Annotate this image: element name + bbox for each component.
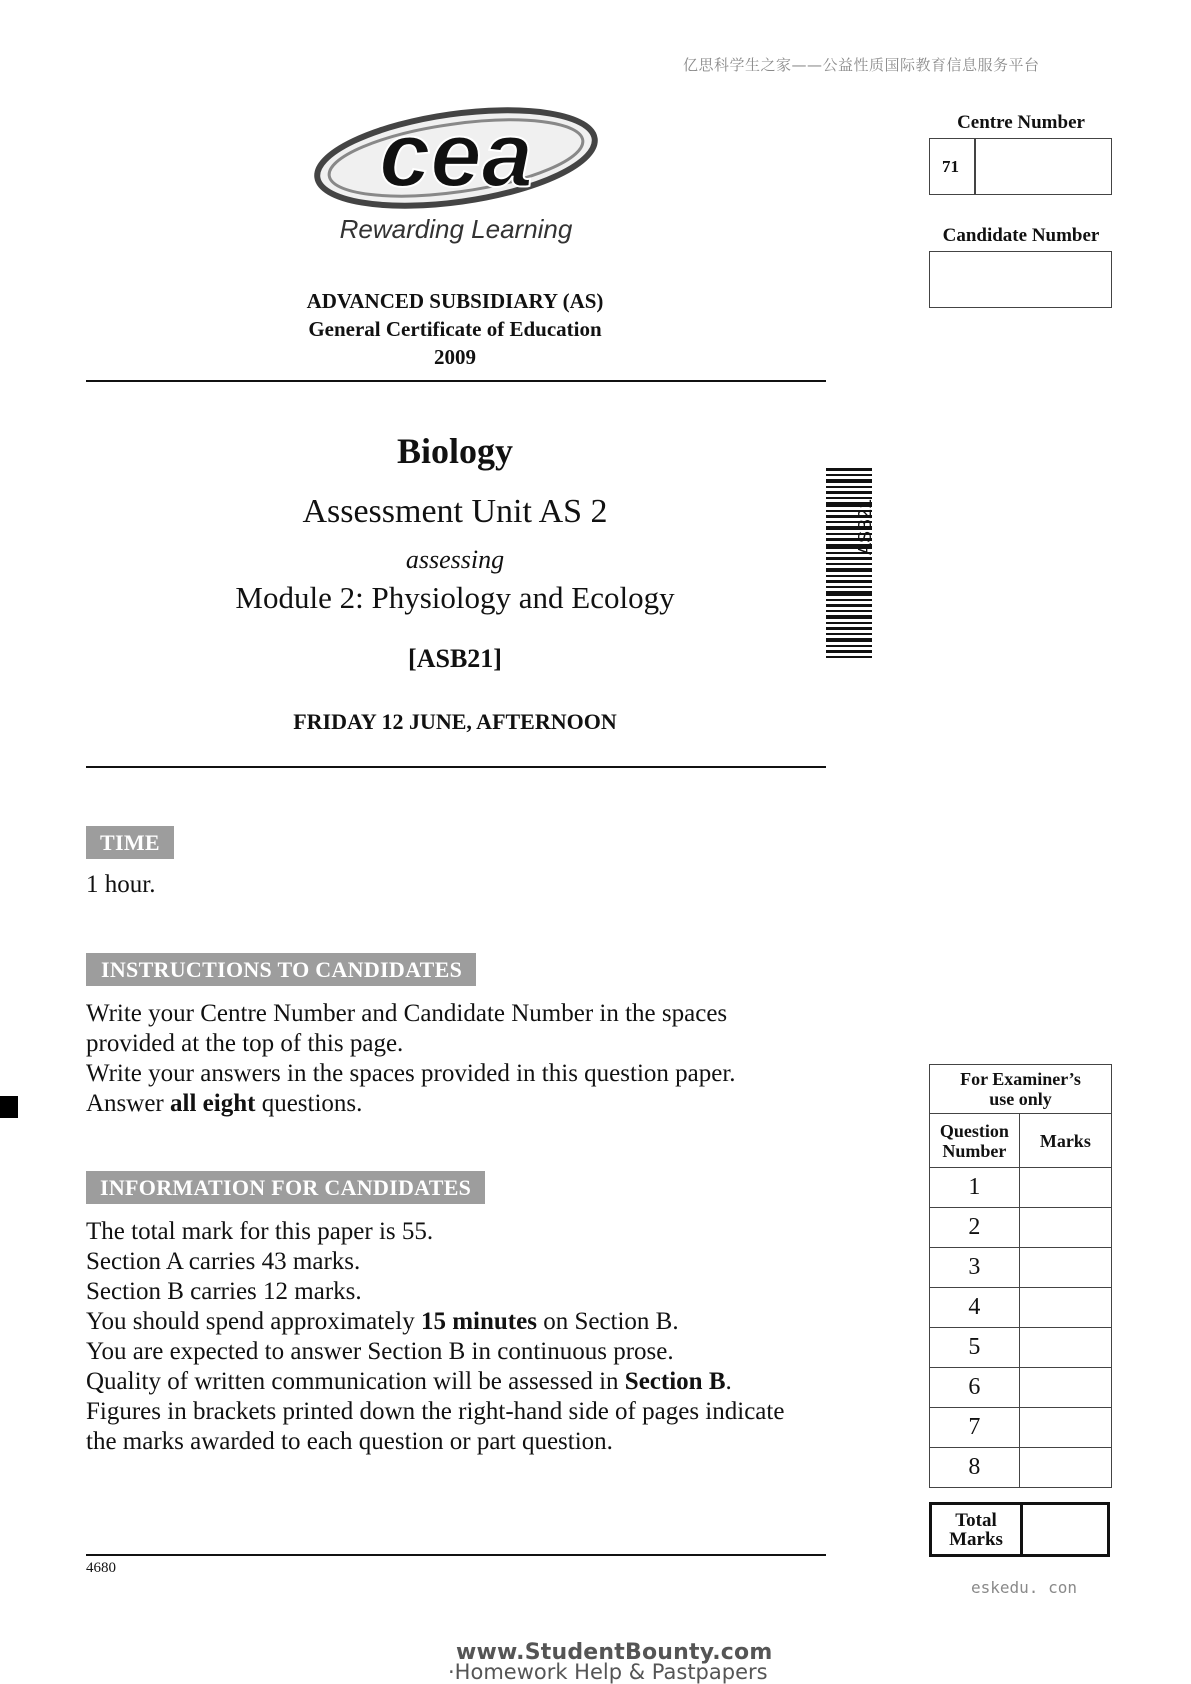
question-number-header	[930, 1114, 1020, 1168]
information-line: The total mark for this paper is 55.	[86, 1218, 434, 1245]
column-header-line: Question	[939, 1120, 1009, 1141]
information-text	[86, 1217, 784, 1457]
marks-cell[interactable]	[1019, 1248, 1111, 1288]
candidate-number-field[interactable]	[929, 251, 1112, 308]
total-marks-divider	[1020, 1505, 1023, 1554]
table-row	[930, 1248, 1112, 1288]
marks-cell[interactable]	[1019, 1408, 1111, 1448]
studentbounty-tagline: ·Homework Help & Pastpapers	[448, 1660, 768, 1684]
information-emphasis: 15 minutes	[420, 1308, 537, 1335]
barcode-bars	[826, 468, 872, 660]
qualification-title: ADVANCED SUBSIDIARY (AS)	[306, 289, 604, 313]
question-number-cell: 3	[930, 1248, 1020, 1288]
bottom-watermark: eskedu. con	[971, 1578, 1077, 1597]
cea-logo-mark	[306, 106, 602, 216]
information-line: Section B carries 12 marks.	[86, 1278, 362, 1305]
studentbounty-link[interactable]: www.StudentBounty.com	[456, 1640, 773, 1665]
information-text: You should spend approximately	[86, 1308, 421, 1335]
instruction-line: provided at the top of this page.	[86, 1030, 404, 1057]
information-heading: INFORMATION FOR CANDIDATES	[86, 1171, 485, 1204]
instructions-text	[86, 999, 736, 1119]
table-row	[930, 1448, 1112, 1488]
instruction-text: questions.	[255, 1090, 363, 1117]
information-text: Quality of written communication will be assessed in	[86, 1368, 625, 1395]
total-marks-label	[932, 1511, 1020, 1549]
marks-cell[interactable]	[1019, 1288, 1111, 1328]
marks-cell[interactable]	[1019, 1208, 1111, 1248]
barcode	[826, 468, 872, 660]
information-text: .	[725, 1368, 732, 1395]
footer-rule	[86, 1554, 826, 1556]
information-text: on Section B.	[536, 1308, 679, 1335]
assessing-label: assessing	[405, 545, 505, 574]
instruction-line: Write your answers in the spaces provided in this question paper.	[86, 1060, 736, 1087]
time-value: 1 hour.	[86, 871, 156, 898]
module-title: Module 2: Physiology and Ecology	[235, 580, 675, 615]
centre-number-divider	[974, 139, 976, 194]
examiner-title-line: For Examiner’s	[960, 1069, 1081, 1089]
certificate-title: General Certificate of Education	[308, 317, 602, 341]
candidate-number-label: Candidate Number	[942, 225, 1100, 246]
marks-header: Marks	[1019, 1114, 1111, 1168]
examiner-title-line: use only	[989, 1089, 1052, 1109]
subject-title: Biology	[396, 431, 513, 471]
information-emphasis: Section B	[624, 1368, 726, 1395]
total-marks-box[interactable]	[929, 1502, 1110, 1557]
table-row	[930, 1288, 1112, 1328]
barcode-label: ASB21	[855, 498, 875, 555]
assessment-unit: Assessment Unit AS 2	[302, 493, 608, 530]
information-line	[86, 1367, 784, 1397]
table-row	[930, 1408, 1112, 1448]
examiner-marks-table	[929, 1064, 1112, 1488]
centre-number-label: Centre Number	[957, 112, 1085, 133]
question-number-cell: 7	[930, 1408, 1020, 1448]
marks-cell[interactable]	[1019, 1368, 1111, 1408]
logo-tagline: Rewarding Learning	[339, 214, 573, 244]
exam-year: 2009	[434, 345, 476, 369]
question-number-cell: 8	[930, 1448, 1020, 1488]
table-row	[930, 1208, 1112, 1248]
centre-number-prefix: 71	[942, 157, 959, 176]
table-row	[930, 1328, 1112, 1368]
question-number-cell: 6	[930, 1368, 1020, 1408]
examiner-use-heading	[930, 1065, 1112, 1114]
question-number-cell: 2	[930, 1208, 1020, 1248]
table-row	[930, 1168, 1112, 1208]
table-row	[930, 1368, 1112, 1408]
instructions-heading: INSTRUCTIONS TO CANDIDATES	[86, 953, 476, 986]
date-rule	[86, 766, 826, 768]
cea-logo-text: cea	[379, 106, 533, 206]
marks-cell[interactable]	[1019, 1168, 1111, 1208]
page-marker	[0, 1096, 18, 1118]
instruction-line: Write your Centre Number and Candidate Number in the spaces	[86, 1000, 728, 1027]
marks-cell[interactable]	[1019, 1448, 1111, 1488]
information-line: Figures in brackets printed down the right-hand side of pages indicate	[86, 1398, 785, 1425]
instruction-text: Answer	[86, 1090, 171, 1117]
cea-logo	[306, 106, 602, 256]
time-heading: TIME	[86, 826, 174, 859]
centre-number-field[interactable]	[929, 138, 1112, 195]
marks-cell[interactable]	[1019, 1328, 1111, 1368]
information-line: the marks awarded to each question or part question.	[86, 1428, 613, 1455]
instruction-line	[86, 1089, 736, 1119]
information-line	[86, 1307, 784, 1337]
header-rule	[86, 380, 826, 382]
total-label-line: Marks	[949, 1529, 1003, 1550]
information-line: Section A carries 43 marks.	[86, 1248, 361, 1275]
top-watermark: 亿思科学生之家——公益性质国际教育信息服务平台	[683, 56, 1040, 74]
question-number-cell: 5	[930, 1328, 1020, 1368]
question-number-cell: 4	[930, 1288, 1020, 1328]
question-number-cell: 1	[930, 1168, 1020, 1208]
column-header-line: Number	[942, 1140, 1007, 1161]
instruction-emphasis: all eight	[170, 1090, 256, 1117]
total-label-line: Total	[955, 1510, 997, 1531]
paper-code: [ASB21]	[408, 644, 502, 673]
paper-reference-code: 4680	[86, 1560, 116, 1576]
exam-date: FRIDAY 12 JUNE, AFTERNOON	[293, 709, 617, 734]
information-line: You are expected to answer Section B in continuous prose.	[86, 1338, 674, 1365]
